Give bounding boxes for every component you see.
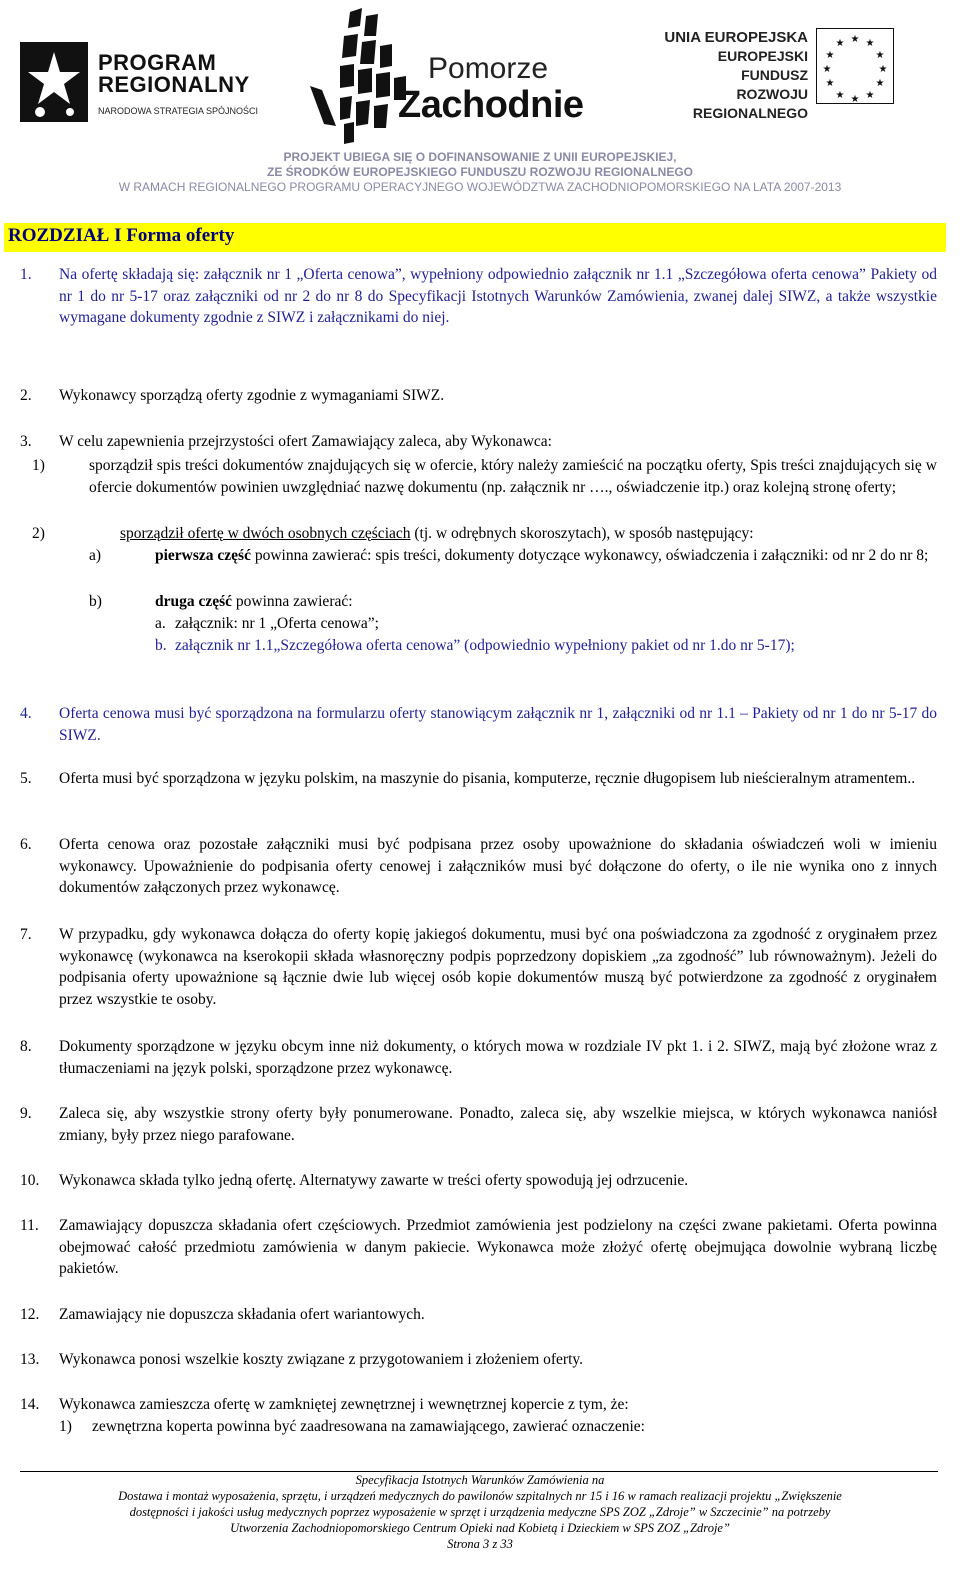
eu-line3: ROZWOJU REGIONALNEGO bbox=[692, 86, 808, 121]
eu-line2: EUROPEJSKI FUNDUSZ bbox=[717, 48, 808, 83]
sub-number: 1) bbox=[59, 1418, 72, 1435]
item-text: Oferta musi być sporządzona w języku polskim, na maszynie do pisania, komputerze, ręcznie długopisem lub nieścieralnym atramentem.. bbox=[59, 770, 916, 787]
svg-text:★: ★ bbox=[850, 94, 860, 104]
item-number: 6. bbox=[20, 836, 32, 853]
sub-letter: b. bbox=[155, 637, 167, 654]
eu-text bbox=[650, 28, 808, 123]
svg-text:★: ★ bbox=[825, 50, 835, 61]
sub-text bbox=[155, 545, 937, 567]
svg-text:★: ★ bbox=[875, 50, 885, 61]
star-emblem-icon bbox=[20, 38, 90, 126]
item-text: Zamawiający dopuszcza składania ofert częściowych. Przedmiot zamówienia jest podzielony na części zwane pakietami. Oferta powinna obejmować całość przedmiotu zamówienia w danym pakiecie. Wykonawca może złożyć ofertę obejmująca dowolnie wybraną liczbę pakietów. bbox=[59, 1217, 937, 1277]
sub-text: zewnętrzna koperta powinna być zaadresowana na zamawiającego, zawierać oznaczenie: bbox=[92, 1418, 645, 1435]
item-text: Wykonawcy sporządzą oferty zgodnie z wymaganiami SIWZ. bbox=[59, 387, 445, 404]
svg-text:★: ★ bbox=[878, 64, 888, 75]
sub-rest: powinna zawierać: spis treści, dokumenty dotyczące wykonawcy, oświadczenia i załączniki: od nr 2 do nr 8; bbox=[250, 547, 929, 564]
item-text: Oferta cenowa oraz pozostałe załączniki musi być podpisana przez osoby upoważnione do składania oświadczeń woli w imieniu wykonawcy. Upoważnienie do podpisania oferty cenowej i załączników musi być dołączone do oferty, o ile nie wynika ono z innych dokumentów załączonych przez wykonawcę. bbox=[59, 836, 937, 896]
project-header-line1: PROJEKT UBIEGA SIĘ O DOFINANSOWANIE Z UNII EUROPEJSKIEJ, bbox=[283, 150, 677, 164]
sub-letter: a) bbox=[89, 547, 102, 564]
sub-rest: (tj. w odrębnych skoroszytach), w sposób następujący: bbox=[410, 525, 754, 542]
eu-logo bbox=[650, 28, 900, 128]
eu-line1: UNIA EUROPEJSKA bbox=[664, 29, 808, 46]
svg-text:★: ★ bbox=[865, 90, 875, 101]
item-number: 8. bbox=[20, 1038, 32, 1055]
item-number: 10. bbox=[20, 1172, 40, 1189]
item-number: 9. bbox=[20, 1105, 32, 1122]
page-number: Strona 3 z 33 bbox=[447, 1537, 513, 1551]
item-text: Wykonawca zamieszcza ofertę w zamkniętej zewnętrznej i wewnętrznej kopercie z tym, że: bbox=[59, 1396, 629, 1413]
item-text: W przypadku, gdy wykonawca dołącza do oferty kopię jakiegoś dokumentu, musi być ona poświadczona za zgodność z oryginałem przez wykonawcę (wykonawca na kserokopii składa własnoręczny podpis poprzedzony dopiskiem „za zgodność” lub równoważnym). Jeżeli do podpisania oferty upoważnione są łącznie dwie lub więcej osób kopie dokumentów muszą być potwierdzone za zgodność z oryginałem przez wszystkie te osoby. bbox=[59, 926, 937, 1008]
pr-line1: PROGRAM bbox=[98, 50, 217, 75]
svg-text:★: ★ bbox=[875, 78, 885, 89]
item-number: 7. bbox=[20, 926, 32, 943]
program-regionalny-logo bbox=[20, 38, 260, 128]
item-number: 14. bbox=[20, 1396, 40, 1413]
project-header-line2: ZE ŚRODKÓW EUROPEJSKIEGO FUNDUSZU ROZWOJU REGIONALNEGO bbox=[266, 165, 694, 179]
sub-text: sporządził spis treści dokumentów znajdujących się w ofercie, który należy zamieścić na początku oferty, Spis treści znajdujących się w ofercie dokumentów powinien uwzględniać nazwę dokumentu (np. załącznik nr …., oświadczenie itp.) oraz kolejną stronę oferty; bbox=[89, 457, 937, 496]
item-number: 13. bbox=[20, 1351, 40, 1368]
program-regionalny-text bbox=[98, 52, 250, 96]
sub-number: 2) bbox=[32, 525, 45, 542]
sub-text bbox=[120, 523, 937, 545]
sub-letter: a. bbox=[155, 615, 166, 632]
item-number: 3. bbox=[20, 433, 32, 450]
item-number: 1. bbox=[20, 266, 32, 283]
pomorze-line2: Zachodnie bbox=[398, 84, 584, 126]
footer-line3: dostępności i jakości usług medycznych poprzez wyposażenie w sprzęt i urządzenia medyczne SPS ZOZ „Zdroje” w Szczecinie” na potrzeby bbox=[129, 1505, 831, 1519]
item-text: Zamawiający nie dopuszcza składania ofert wariantowych. bbox=[59, 1306, 425, 1323]
sub-bold: druga część bbox=[155, 593, 233, 610]
sub-bold: pierwsza część bbox=[155, 547, 251, 564]
svg-text:★: ★ bbox=[865, 38, 875, 49]
item-number: 12. bbox=[20, 1306, 40, 1323]
pr-line2: REGIONALNY bbox=[98, 72, 250, 97]
chapter-title: ROZDZIAŁ I Forma oferty bbox=[8, 225, 235, 246]
footer-line2: Dostawa i montaż wyposażenia, sprzętu, i urządzeń medycznych do pawilonów szpitalnych nr 15 i 16 w ramach realizacji projektu „Zwiększenie bbox=[118, 1489, 842, 1503]
svg-text:★: ★ bbox=[835, 38, 845, 49]
footer-line4: Utworzenia Zachodniopomorskiego Centrum Opieki nad Kobietą i Dzieckiem w SPS ZOZ „Zdroje” bbox=[230, 1521, 730, 1535]
item-text: Na ofertę składają się: załącznik nr 1 „Oferta cenowa”, wypełniony odpowiednio załącznik nr 1.1 „Szczegółowa oferta cenowa” Pakiety od nr 1 do nr 5-17 oraz załączniki od nr 2 do nr 8 do Specyfikacji Istotnych Warunków Zamówienia, zwanej dalej SIWZ, a także wszystkie wymagane dokumenty zgodnie z SIWZ i załącznikami do niej. bbox=[59, 266, 937, 326]
sub-number: 1) bbox=[32, 457, 45, 474]
item-number: 4. bbox=[20, 705, 32, 722]
pomorze-zachodnie-logo bbox=[300, 6, 584, 146]
pomorze-line1: Pomorze bbox=[428, 52, 549, 85]
sub-text: załącznik nr 1.1„Szczegółowa oferta cenowa” (odpowiednio wypełniony pakiet od nr 1.do nr 5-17); bbox=[175, 637, 795, 654]
sub-text: załącznik: nr 1 „Oferta cenowa”; bbox=[175, 615, 379, 632]
header-logos bbox=[0, 0, 960, 150]
item-text: W celu zapewnienia przejrzystości ofert Zamawiający zaleca, aby Wykonawca: bbox=[59, 433, 552, 450]
item-text: Oferta cenowa musi być sporządzona na formularzu oferty stanowiącym załącznik nr 1, załączniki od nr 1.1 – Pakiety od nr 1 do nr 5-17 do SIWZ. bbox=[59, 705, 937, 744]
item-number: 11. bbox=[20, 1217, 39, 1234]
project-header bbox=[0, 150, 960, 195]
item-text: Zaleca się, aby wszystkie strony oferty były ponumerowane. Ponadto, zaleca się, aby wszelkie miejsca, w których wykonawca naniósł zmiany, były przez niego parafowane. bbox=[59, 1105, 937, 1144]
item-number: 5. bbox=[20, 770, 32, 787]
footer-line1: Specyfikacja Istotnych Warunków Zamówienia na bbox=[355, 1473, 605, 1487]
list-item bbox=[20, 431, 937, 681]
pr-subtitle: NARODOWA STRATEGIA SPÓJNOŚCI bbox=[98, 106, 259, 116]
svg-text:★: ★ bbox=[822, 64, 832, 75]
item-number: 2. bbox=[20, 387, 32, 404]
svg-text:★: ★ bbox=[835, 90, 845, 101]
sub-text bbox=[155, 591, 937, 613]
page-footer bbox=[0, 1472, 960, 1552]
svg-text:★: ★ bbox=[825, 78, 835, 89]
eu-flag-icon bbox=[816, 28, 894, 104]
svg-text:★: ★ bbox=[850, 34, 860, 45]
item-text: Wykonawca składa tylko jedną ofertę. Alternatywy zawarte w treści oferty spowodują jej odrzucenie. bbox=[59, 1172, 689, 1189]
sub-underlined: sporządził ofertę w dwóch osobnych częściach bbox=[120, 525, 411, 542]
item-text: Wykonawca ponosi wszelkie koszty związane z przygotowaniem i złożeniem oferty. bbox=[59, 1351, 584, 1368]
item-text: Dokumenty sporządzone w języku obcym inne niż dokumenty, o których mowa w rozdziale IV pkt 1. i 2. SIWZ, mają być złożone wraz z tłumaczeniami na język polski, sporządzone przez wykonawcę. bbox=[59, 1038, 937, 1077]
project-header-line3: W RAMACH REGIONALNEGO PROGRAMU OPERACYJNEGO WOJEWÓDZTWA ZACHODNIOPOMORSKIEGO NA LATA 2007-2013 bbox=[118, 180, 842, 194]
sub-rest: powinna zawierać: bbox=[232, 593, 353, 610]
sub-letter: b) bbox=[89, 593, 102, 610]
chapter-heading bbox=[4, 223, 946, 252]
